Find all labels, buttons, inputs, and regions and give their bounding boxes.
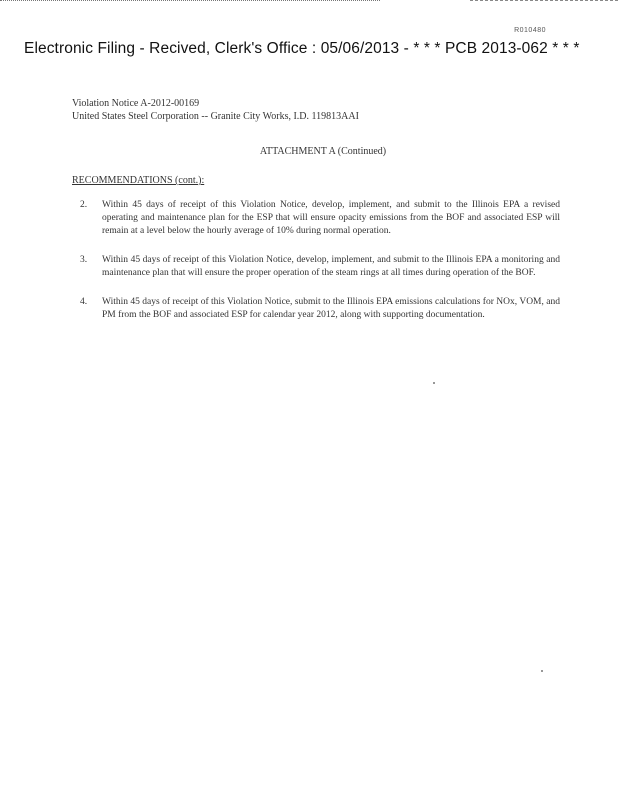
violation-notice-number: Violation Notice A-2012-00169 <box>72 98 200 109</box>
attachment-title <box>0 146 618 157</box>
recommendation-item <box>80 254 560 280</box>
violation-notice-block <box>72 97 359 123</box>
facility-name: United States Steel Corporation -- Granite City Works, I.D. 119813AAI <box>72 111 359 122</box>
recommendation-item <box>80 296 560 322</box>
electronic-filing-stamp: Electronic Filing - Recived, Clerk's Office : 05/06/2013 - * * * PCB 2013-062 * * * <box>24 40 580 57</box>
scan-speck <box>541 670 543 672</box>
recommendation-number: 2. <box>80 200 88 210</box>
recommendation-item <box>80 199 560 238</box>
recommendations-list <box>80 199 560 338</box>
scan-speck <box>433 382 435 384</box>
recommendation-number: 4. <box>80 297 88 307</box>
recommendation-number: 3. <box>80 255 88 265</box>
document-code: R010480 <box>514 27 546 34</box>
recommendation-text: Within 45 days of receipt of this Violation Notice, submit to the Illinois EPA emissions calculations for NOx, VOM, and PM from the BOF and associated ESP for calendar year 2012, along with supporting documentation. <box>102 297 560 320</box>
recommendation-text: Within 45 days of receipt of this Violation Notice, develop, implement, and submit to the Illinois EPA a revised operating and maintenance plan for the ESP that will ensure opacity emissions from the BOF and associated ESP will remain at a level below the hourly average of 10% during normal operation. <box>102 200 560 236</box>
scan-artifact-top-right <box>470 0 618 7</box>
scan-artifact-top-left <box>0 0 380 7</box>
recommendation-text: Within 45 days of receipt of this Violation Notice, develop, implement, and submit to the Illinois EPA a monitoring and maintenance plan that will ensure the proper operation of the steam rings at all times during operation of the BOF. <box>102 255 560 278</box>
attachment-title-text: ATTACHMENT A (Continued) <box>259 146 387 157</box>
recommendations-heading: RECOMMENDATIONS (cont.): <box>72 175 205 186</box>
